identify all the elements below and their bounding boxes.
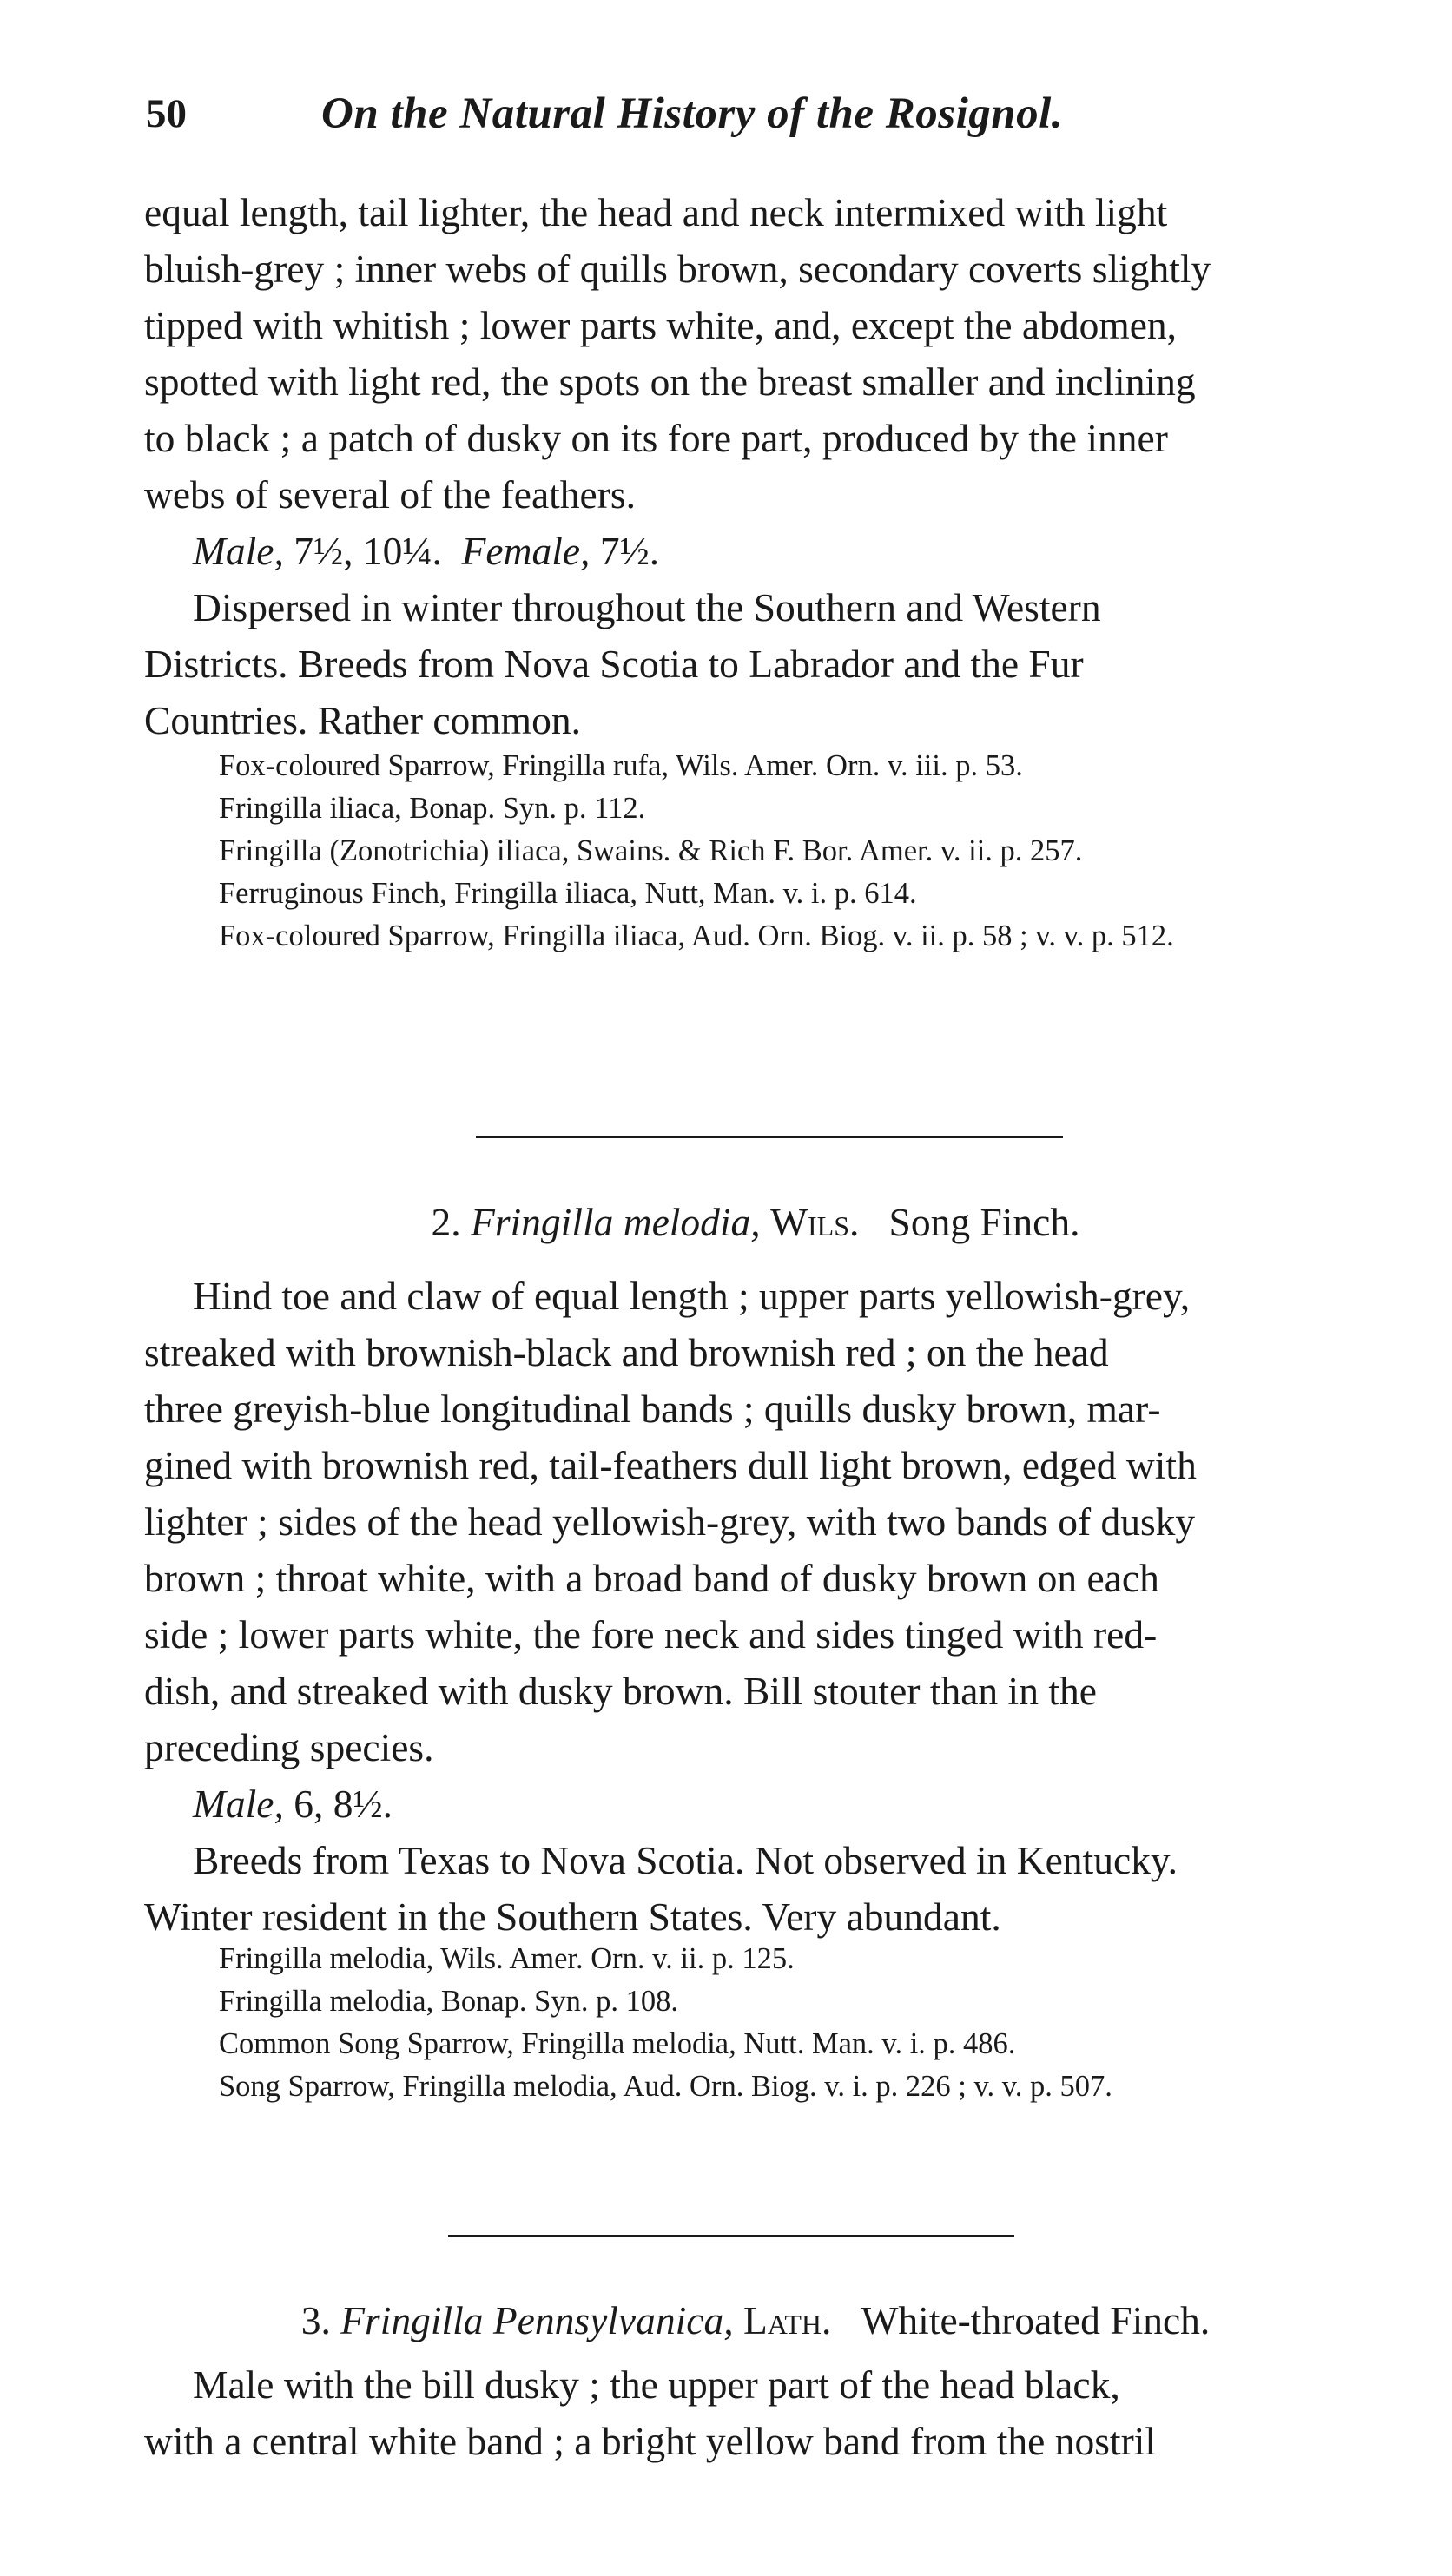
range-line: Dispersed in winter throughout the Southern and Western — [193, 585, 1101, 629]
text-line: brown ; throat white, with a broad band of dusky brown on each — [144, 1556, 1159, 1600]
text-line: lighter ; sides of the head yellowish-grey, with two bands of dusky — [144, 1499, 1196, 1544]
reference: Ferruginous Finch, Fringilla iliaca, Nutt, Man. v. i. p. 614. — [219, 877, 917, 910]
species-latin-name: Fringilla melodia, — [471, 1200, 761, 1244]
text-line: preceding species. — [144, 1725, 434, 1769]
female-values: 7½. — [599, 529, 660, 573]
reference: Fringilla (Zonotrichia) iliaca, Swains. & Rich F. Bor. Amer. v. ii. p. 257. — [219, 834, 1083, 867]
text-line: gined with brownish red, tail-feathers dull light brown, edged with — [144, 1443, 1197, 1487]
species2-heading — [139, 1194, 1372, 1250]
text-line: bluish-grey ; inner webs of quills brown, secondary coverts slightly — [144, 247, 1211, 291]
text-line: tipped with whitish ; lower parts white, and, except the abdomen, — [144, 303, 1178, 347]
text-line: Hind toe and claw of equal length ; upper parts yellowish-grey, — [193, 1274, 1191, 1318]
reference: Fringilla iliaca, Bonap. Syn. p. 112. — [219, 792, 646, 825]
species1-description — [144, 184, 1369, 748]
text-line: with a central white band ; a bright yellow band from the nostril — [144, 2419, 1157, 2463]
reference: Fox-coloured Sparrow, Fringilla rufa, Wils. Amer. Orn. v. iii. p. 53. — [219, 749, 1023, 782]
reference: Fox-coloured Sparrow, Fringilla iliaca, Aud. Orn. Biog. v. ii. p. 58 ; v. v. p. 512. — [219, 919, 1174, 952]
species-common-name: Song Finch. — [888, 1200, 1080, 1244]
male-label: Male, — [193, 1782, 284, 1826]
species2-description — [144, 1268, 1369, 1945]
text-line: side ; lower parts white, the fore neck and sides tinged with red- — [144, 1612, 1158, 1657]
species-number: 3. — [300, 2298, 331, 2342]
text-line: streaked with brownish-black and brownish red ; on the head — [144, 1330, 1109, 1374]
range-line: Countries. Rather common. — [144, 698, 581, 742]
page-header — [139, 80, 1372, 149]
text-line: to black ; a patch of dusky on its fore part, produced by the inner — [144, 416, 1168, 460]
section-divider — [448, 2235, 1014, 2237]
measurements — [144, 523, 1369, 579]
page-number: 50 — [146, 91, 187, 136]
male-values: 7½, 10¼. — [294, 529, 442, 573]
species-number: 2. — [431, 1200, 461, 1244]
running-title: On the Natural History of the Rosignol. — [321, 89, 1064, 138]
species1-references — [219, 745, 1374, 958]
measurements — [144, 1776, 1369, 1832]
text-line: Male with the bill dusky ; the upper part of the head black, — [193, 2362, 1120, 2407]
species-author: Lath. — [742, 2298, 832, 2342]
male-values: 6, 8½. — [294, 1782, 393, 1826]
text-line: dish, and streaked with dusky brown. Bill stouter than in the — [144, 1669, 1097, 1713]
species-common-name: White-throated Finch. — [861, 2298, 1211, 2342]
species2-references — [219, 1938, 1374, 2108]
text-line: three greyish-blue longitudinal bands ; quills dusky brown, mar- — [144, 1387, 1161, 1431]
range-line: Districts. Breeds from Nova Scotia to Labrador and the Fur — [144, 642, 1084, 686]
range-line: Breeds from Texas to Nova Scotia. Not observed in Kentucky. — [193, 1838, 1178, 1882]
section-divider — [476, 1136, 1063, 1138]
male-label: Male, — [193, 529, 284, 573]
reference: Fringilla melodia, Wils. Amer. Orn. v. ii. p. 125. — [219, 1942, 795, 1975]
reference: Song Sparrow, Fringilla melodia, Aud. Orn. Biog. v. i. p. 226 ; v. v. p. 507. — [219, 2070, 1112, 2103]
species3-description — [144, 2356, 1369, 2469]
reference: Common Song Sparrow, Fringilla melodia, Nutt. Man. v. i. p. 486. — [219, 2027, 1016, 2060]
species-author: Wils. — [770, 1200, 860, 1244]
reference: Fringilla melodia, Bonap. Syn. p. 108. — [219, 1985, 678, 2018]
range-line: Winter resident in the Southern States. Very abundant. — [144, 1894, 1001, 1939]
female-label: Female, — [461, 529, 591, 573]
text-line: spotted with light red, the spots on the breast smaller and inclining — [144, 359, 1196, 404]
species3-heading — [139, 2292, 1372, 2349]
text-line: equal length, tail lighter, the head and neck intermixed with light — [144, 190, 1168, 234]
species-latin-name: Fringilla Pennsylvanica, — [340, 2298, 734, 2342]
text-line: webs of several of the feathers. — [144, 472, 636, 517]
